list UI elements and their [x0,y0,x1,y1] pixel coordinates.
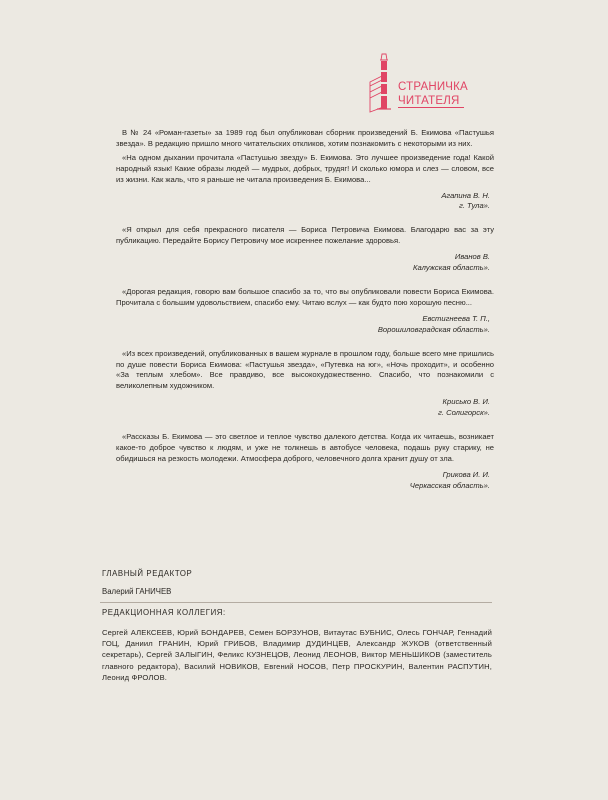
divider [100,602,492,603]
letter-signature [116,191,494,213]
letter-author: Крисько В. И. [442,397,490,407]
reader-letter [116,153,494,213]
editor-title: ГЛАВНЫЙ РЕДАКТОР [102,569,193,578]
letter-signature [116,470,494,492]
letters-column [116,128,494,492]
logo-line-2: ЧИТАТЕЛЯ [398,95,464,108]
letter-text: «На одном дыхании прочитала «Пастушью звезду» Б. Екимова. Это лучшее произведение года! Какой народный язык! Какие образы людей — мудрых, добрых, трудяг! И сколько юмора и слез — словом, все из жизни. Как жаль, что я раньше не читала произведения Б. Екимова... [116,152,494,184]
letter-signature [116,397,494,419]
reader-letter [116,432,494,492]
letter-signature [116,252,494,274]
logo-line-1: СТРАНИЧКА [398,81,468,93]
reader-letter [116,225,494,274]
board-title: РЕДАКЦИОННАЯ КОЛЛЕГИЯ: [102,608,226,617]
letter-text: «Дорогая редакция, говорю вам большое спасибо за то, что вы опубликовали повести Бориса Екимова. Прочитала с большим удовольствием, спасибо ему. Читаю вслух — как будто пою хорошую песню... [116,286,494,307]
letter-author: Иванов В. [454,252,490,262]
editor-name: Валерий ГАНИЧЕВ [102,587,172,596]
letter-author: Грикова И. И. [442,469,490,479]
letter-place: Калужская область». [413,263,490,273]
letter-text: «Рассказы Б. Екимова — это светлое и теплое чувство далекого детства. Когда их читаешь, возникает какое-то доброе чувство к людям, и уже не толкнешь в автобусе человека, подашь руку старику, не обидишься на резкость молодежи. Атмосфера доброго, человечного долга хранит душу от зла. [116,432,494,463]
letter-text: «Из всех произведений, опубликованных в вашем журнале в прошлом году, больше всего мне пришлись по душе повести Бориса Екимова: «Пастушья звезда», «Путевка на юг», «Ночь проходит», и особенно «За теплым хлебом». Все правдиво, все высокохудожественно. Спасибо, что познакомили с великолепным художником. [116,348,494,391]
letter-author: Агапина В. Н. [441,190,490,200]
letter-place: г. Тула». [459,201,490,211]
letter-text: «Я открыл для себя прекрасного писателя — Бориса Петровича Екимова. Благодарю вас за эту публикацию. Передайте Борису Петровичу мое искреннее пожелание здоровья. [116,225,494,246]
letter-signature [116,314,494,336]
letter-author: Евстигнеева Т. П., [422,313,490,323]
letter-place: г. Солигорск». [438,408,490,418]
letter-place: Черкасская область». [409,480,490,490]
reader-letter [116,287,494,336]
section-logo [368,52,478,114]
letter-place: Ворошиловградская область». [377,324,490,334]
intro-paragraph: В № 24 «Роман-газеты» за 1989 год был опубликован сборник произведений Б. Екимова «Пастушья звезда». В редакцию пришло много читательских откликов, хотим познакомить с некоторыми из них. [116,128,494,148]
board-members: Сергей АЛЕКСЕЕВ, Юрий БОНДАРЕВ, Семен БОРЗУНОВ, Витаутас БУБНИС, Олесь ГОНЧАР, Геннадий ГОЦ, Даниил ГРАНИН, Юрий ГРИБОВ, Владимир ДУДИНЦЕВ, Александр ЖУКОВ (ответственный секретарь), Сергей ЗАЛЫГИН, Феликс КУЗНЕЦОВ, Леонид ЛЕОНОВ, Виктор МЕНЬШИКОВ (заместитель главного редактора), Василий НОВИКОВ, Евгений НОСОВ, Петр ПРОСКУРИН, Валентин РАСПУТИН, Леонид ФРОЛОВ. [102,628,492,682]
masthead [102,568,492,683]
reader-letter [116,349,494,419]
